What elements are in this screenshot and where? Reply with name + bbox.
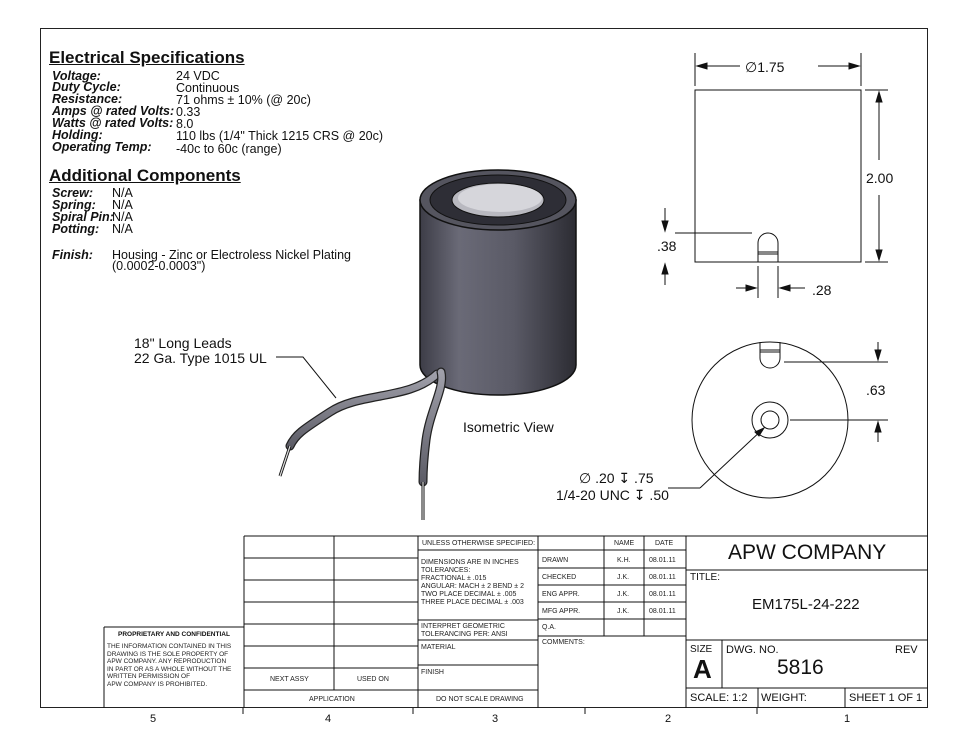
unless-specified: UNLESS OTHERWISE SPECIFIED: bbox=[422, 540, 536, 547]
mfg-date: 08.01.11 bbox=[649, 608, 676, 615]
name-header: NAME bbox=[614, 540, 635, 547]
mfg-name: J.K. bbox=[617, 608, 630, 615]
component-label: Spring: bbox=[52, 198, 96, 212]
material-label: MATERIAL bbox=[421, 644, 456, 651]
checked-date: 08.01.11 bbox=[649, 574, 676, 581]
diameter-dimension: ∅1.75 bbox=[745, 59, 785, 75]
application-label: APPLICATION bbox=[309, 696, 355, 703]
component-label: Potting: bbox=[52, 222, 100, 236]
do-not-scale: DO NOT SCALE DRAWING bbox=[436, 696, 524, 703]
zone-label: 5 bbox=[150, 713, 157, 725]
mfg-appr-label: MFG APPR. bbox=[542, 608, 581, 615]
spec-value: 71 ohms ± 10% (@ 20c) bbox=[176, 93, 311, 107]
component-value: N/A bbox=[112, 210, 133, 224]
spec-label: Voltage: bbox=[52, 69, 101, 83]
spec-label: Operating Temp: bbox=[52, 140, 152, 154]
hole-callout-line2: 1/4-20 UNC ↧ .50 bbox=[556, 487, 669, 503]
slot-height-dimension: .38 bbox=[657, 238, 677, 254]
drawn-date: 08.01.11 bbox=[649, 557, 676, 564]
size-value: A bbox=[693, 654, 712, 684]
date-header: DATE bbox=[655, 540, 674, 547]
leads-gauge-label: 22 Ga. Type 1015 UL bbox=[134, 350, 267, 366]
finish-value-line1: Housing - Zinc or Electroless Nickel Plating bbox=[112, 248, 351, 262]
leads-length-label: 18" Long Leads bbox=[134, 335, 232, 351]
electrical-specs-heading: Electrical Specifications bbox=[49, 48, 245, 67]
part-number: EM175L-24-222 bbox=[752, 596, 860, 613]
component-label: Spiral Pin: bbox=[52, 210, 114, 224]
dwg-no-label: DWG. NO. bbox=[726, 644, 779, 656]
title-label: TITLE: bbox=[690, 572, 721, 583]
spec-value: -40c to 60c (range) bbox=[176, 142, 282, 156]
drawing-number: 5816 bbox=[777, 656, 824, 679]
eng-appr-label: ENG APPR. bbox=[542, 591, 580, 598]
finish-field-label: FINISH bbox=[421, 669, 444, 676]
sheet-number: SHEET 1 OF 1 bbox=[849, 692, 923, 704]
drawn-name: K.H. bbox=[617, 557, 631, 564]
isometric-view-label: Isometric View bbox=[463, 419, 554, 435]
drawn-label: DRAWN bbox=[542, 557, 569, 564]
tolerance-notes: DIMENSIONS ARE IN INCHES TOLERANCES: FRACTIONAL ± .015 ANGULAR: MACH ± 2 BEND ± 2 TWO PLACE DECIMAL ± .005 THREE PLACE DECIMAL ± .003 bbox=[421, 559, 524, 606]
spec-value: 8.0 bbox=[176, 117, 194, 131]
interpret-tolerancing: INTERPRET GEOMETRIC TOLERANCING PER: ANSI bbox=[421, 623, 508, 638]
side-view bbox=[662, 53, 888, 298]
slot-width-dimension: .28 bbox=[812, 282, 832, 298]
offset-dimension: .63 bbox=[866, 382, 886, 398]
size-label: SIZE bbox=[690, 644, 713, 655]
zone-label: 2 bbox=[665, 713, 672, 725]
zone-label: 4 bbox=[325, 713, 332, 725]
component-value: N/A bbox=[112, 198, 133, 212]
spec-value: 110 lbs (1/4" Thick 1215 CRS @ 20c) bbox=[176, 129, 384, 143]
next-assy-label: NEXT ASSY bbox=[270, 676, 309, 683]
checked-name: J.K. bbox=[617, 574, 630, 581]
spec-label: Watts @ rated Volts: bbox=[52, 116, 174, 130]
component-label: Screw: bbox=[52, 186, 93, 200]
lead-wires bbox=[280, 372, 442, 520]
spec-value: Continuous bbox=[176, 81, 240, 95]
additional-components-heading: Additional Components bbox=[49, 166, 241, 185]
hole-callout-line1: ∅ .20 ↧ .75 bbox=[579, 470, 654, 486]
rev-label: REV bbox=[895, 644, 918, 656]
isometric-magnet bbox=[420, 170, 576, 395]
scale: SCALE: 1:2 bbox=[690, 692, 748, 704]
height-dimension: 2.00 bbox=[866, 170, 894, 186]
spec-label: Duty Cycle: bbox=[52, 80, 121, 94]
spec-value: 24 VDC bbox=[176, 69, 220, 83]
top-view bbox=[668, 342, 888, 498]
weight-label: WEIGHT: bbox=[761, 692, 807, 704]
finish-label: Finish: bbox=[52, 248, 93, 262]
spec-label: Amps @ rated Volts: bbox=[52, 104, 175, 118]
component-value: N/A bbox=[112, 186, 133, 200]
used-on-label: USED ON bbox=[357, 676, 389, 683]
zone-label: 1 bbox=[844, 713, 851, 725]
spec-label: Resistance: bbox=[52, 92, 123, 106]
finish-value-line2: (0.0002-0.0003") bbox=[112, 259, 206, 273]
leads-leader-line bbox=[276, 357, 336, 398]
checked-label: CHECKED bbox=[542, 574, 577, 581]
qa-label: Q.A. bbox=[542, 624, 557, 631]
spec-label: Holding: bbox=[52, 128, 103, 142]
company-name: APW COMPANY bbox=[728, 541, 887, 564]
proprietary-notice: THE INFORMATION CONTAINED IN THIS DRAWING IS THE SOLE PROPERTY OF APW COMPANY. ANY REPRODUCTION IN PART OR AS A WHOLE WITHOUT THE WRITTEN PERMISSION OF APW COMPANY IS PROHIBITED. bbox=[107, 643, 232, 688]
spec-value: 0.33 bbox=[176, 105, 201, 119]
comments-label: COMMENTS: bbox=[542, 639, 585, 646]
proprietary-title: PROPRIETARY AND CONFIDENTIAL bbox=[118, 631, 230, 638]
zone-label: 3 bbox=[492, 713, 499, 725]
eng-name: J.K. bbox=[617, 591, 630, 598]
component-value: N/A bbox=[112, 222, 133, 236]
eng-date: 08.01.11 bbox=[649, 591, 676, 598]
